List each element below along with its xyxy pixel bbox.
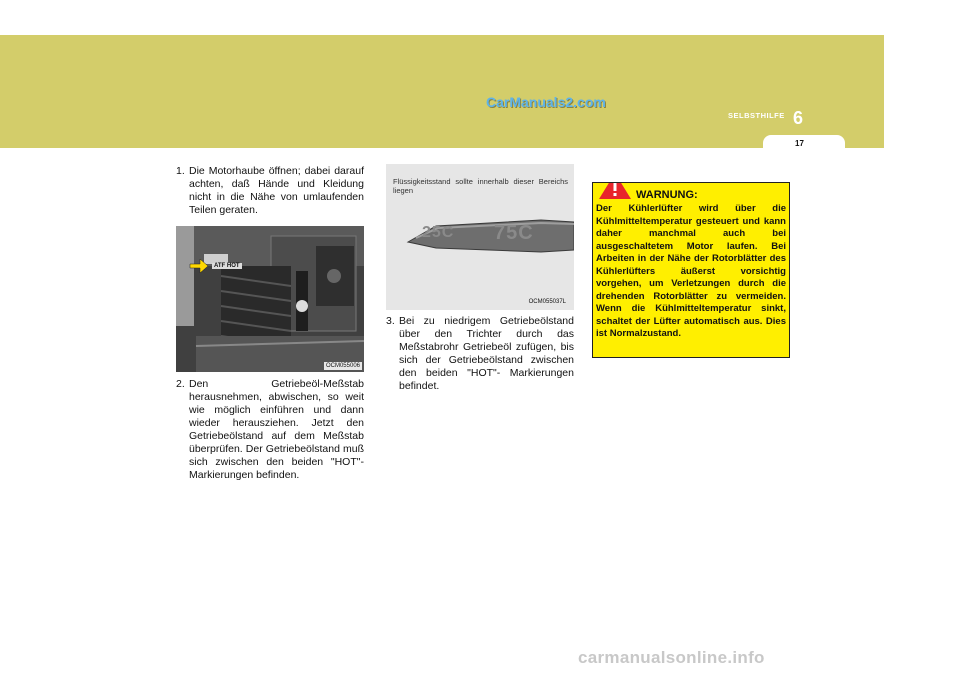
figure-code-engine: OCM055006: [325, 363, 360, 369]
step-3: [386, 315, 574, 393]
engine-photo: [176, 226, 364, 372]
step-2: [176, 378, 364, 482]
site-link[interactable]: CarManuals2.com: [486, 94, 606, 110]
page-tab: [763, 135, 845, 151]
step-text: Die Motorhaube öffnen; dabei darauf achten, daß Hände und Kleidung nicht in die Nähe von umlaufenden Teilen geraten.: [189, 165, 364, 216]
step-number: 1.: [176, 165, 185, 177]
dipstick-photo: [386, 164, 574, 310]
dipstick-illustration: [386, 164, 574, 310]
engine-illustration: [176, 226, 364, 372]
step-number: 3.: [386, 315, 395, 327]
chapter-title: SELBSTHILFE: [728, 111, 785, 120]
warning-text: Der Kühlerlüfter wird über die Kühlmitteltemperatur gesteuert und kann daher manchmal auch bei ausgeschaltetem Motor laufen. Bei Arbeiten in der Nähe der Rotorblätter des Kühlerlüfters äußerst vorsichtig vorgehen, um Verletzungen durch die drehenden Rotorblätter zu vermeiden. Wenn die Kühlmitteltemperatur sinkt, schaltet der Lüfter automatisch aus. Dies ist Normalzustand.: [596, 203, 786, 339]
step-number: 2.: [176, 378, 185, 390]
chapter-number: 6: [793, 108, 804, 128]
header-band: [0, 35, 884, 148]
step-text: Den Getriebeöl-Meßstab herausnehmen, abwischen, so weit wie möglich einführen und dann wieder herausziehen. Jetzt den Getriebeölstand auf dem Meßstab überprüfen. Der Getriebeölstand muß sich zwischen den beiden "HOT"- Markierungen befinden.: [189, 378, 364, 481]
figure-code-dipstick: OCM055037L: [528, 299, 566, 305]
warning-title: WARNUNG:: [636, 189, 698, 201]
warning-box: [592, 182, 790, 358]
dipstick-caption: Flüssigkeitsstand sollte innerhalb dieser Bereichs liegen: [393, 177, 568, 195]
step-1: [176, 165, 364, 217]
dipstick-mark-low: 25C: [422, 224, 455, 241]
dipstick-mark-high: 75C: [494, 222, 534, 244]
page-number: 17: [795, 139, 804, 148]
step-text: Bei zu niedrigem Getriebeölstand über den Trichter durch das Meßstabrohr Getriebeöl zufügen, bis sich der Getriebeölstand zwischen den beiden "HOT"- Markierungen befindet.: [399, 315, 574, 392]
engine-label: ATF HOT: [214, 263, 240, 269]
watermark: carmanualsonline.info: [578, 648, 765, 667]
